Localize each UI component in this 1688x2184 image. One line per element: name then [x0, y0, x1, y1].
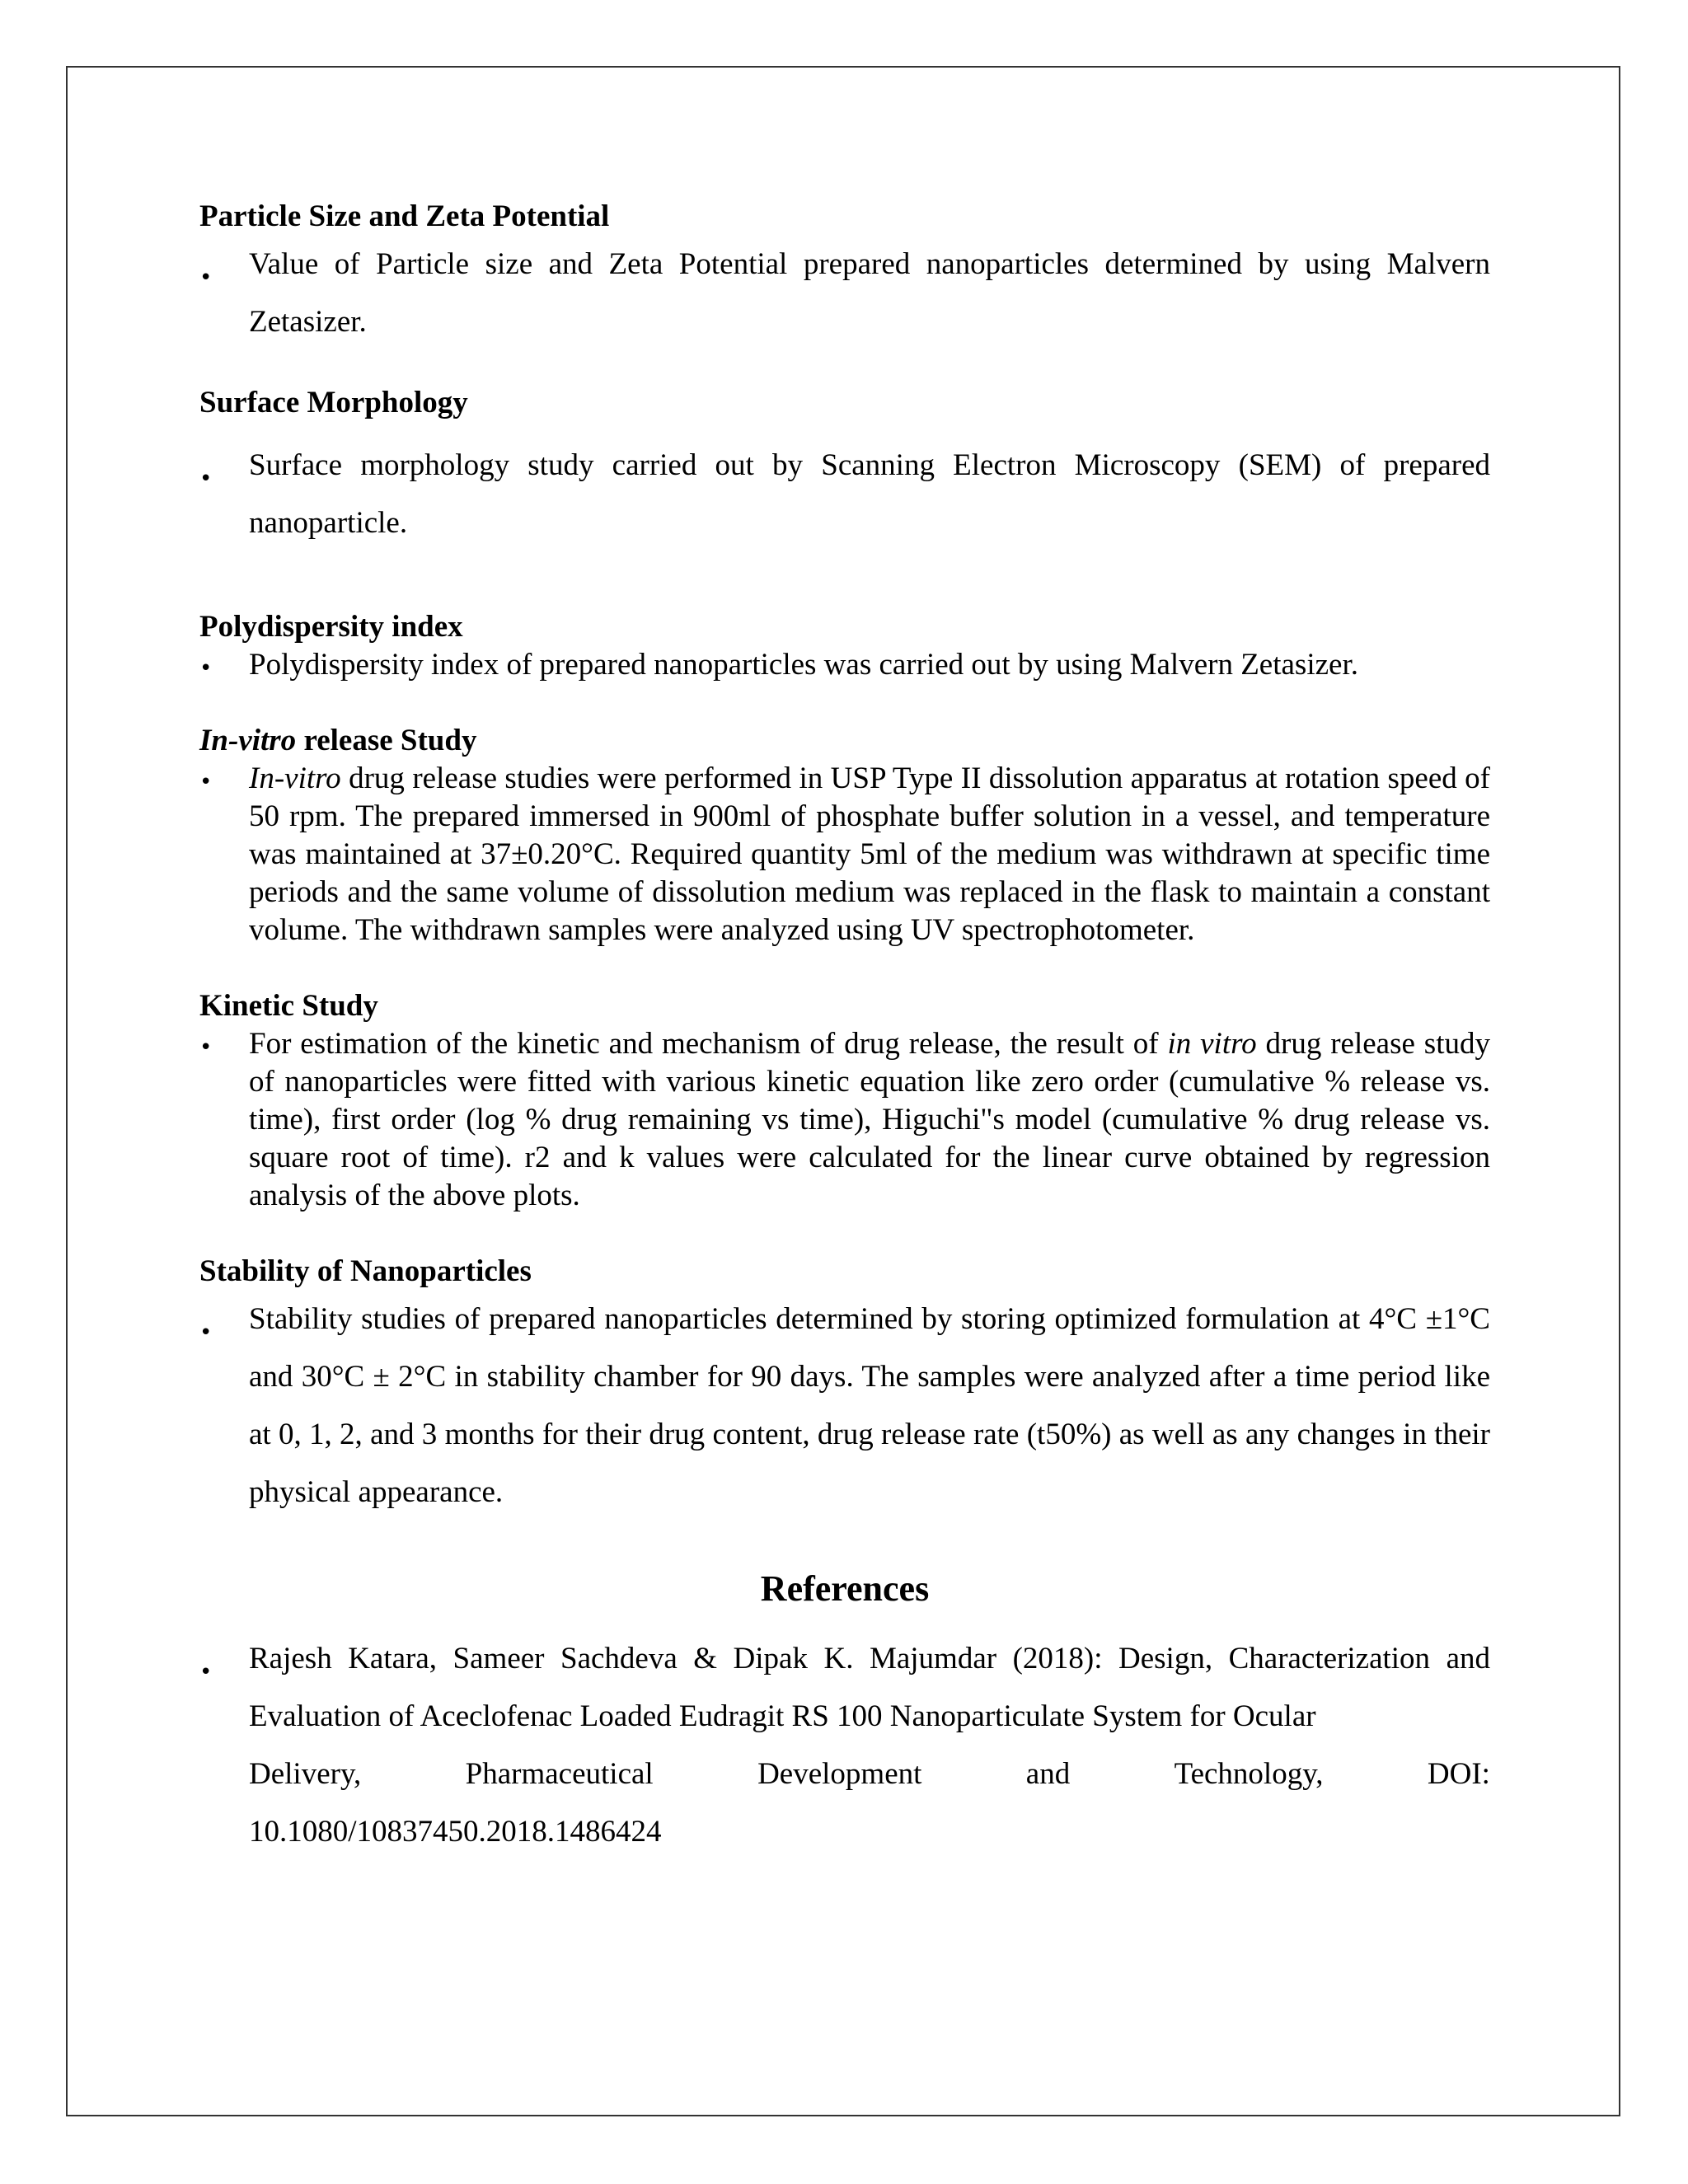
reference-doi: 10.1080/10837450.2018.1486424 [249, 1815, 662, 1849]
reference-word: and [1025, 1757, 1071, 1791]
bullet-icon: • [199, 1660, 213, 1685]
bullet-icon: • [199, 656, 213, 681]
references-title: References [760, 1568, 930, 1609]
bullet-item-stability [199, 1291, 1490, 1521]
bullet-item-surface-morphology [199, 437, 1490, 552]
bullet-icon: • [199, 466, 213, 491]
reference-word: Pharmaceutical [465, 1757, 654, 1791]
section-heading-in-vitro-release [199, 722, 1490, 760]
bullet-icon: • [199, 265, 213, 290]
bullet-icon: • [199, 1035, 213, 1060]
reference-item [199, 1630, 1490, 1861]
bullet-text: Stability studies of prepared nanoparticles determined by storing optimized formulation at 4°C ±1°C and 30°C ± 2°C in stability chamber for 90 days. The samples were analyzed after a time period like at 0, 1, 2, and 3 months for their drug content, drug release rate (t50%) as well as any changes in their physical appearance. [249, 1302, 1490, 1509]
bullet-icon: • [199, 770, 213, 794]
reference-spread-line [249, 1746, 1490, 1803]
bullet-item-particle-size [199, 236, 1490, 351]
heading-rest-part: release Study [296, 724, 477, 757]
section-heading-kinetic-study: Kinetic Study [199, 989, 378, 1023]
bullet-item-in-vitro-release [199, 760, 1490, 949]
reference-word: Delivery, [249, 1757, 362, 1791]
bullet-text: drug release study of nanoparticles were fitted with various kinetic equation like zero order (cumulative % release vs. time), first order (log % drug remaining vs time), Higuchi"s model (cumulative % drug release vs. square root of time). r2 and k values were calculated for the linear curve obtained by regression analysis of the above plots. [249, 1027, 1490, 1212]
reference-word: Technology, [1174, 1757, 1324, 1791]
bullet-text-italic: in vitro [1167, 1027, 1257, 1061]
section-heading-polydispersity: Polydispersity index [199, 610, 463, 644]
document-body [199, 198, 1490, 1861]
reference-word: DOI: [1427, 1757, 1490, 1791]
section-heading-particle-size: Particle Size and Zeta Potential [199, 199, 610, 233]
bullet-icon: • [199, 1320, 213, 1345]
reference-word: Development [757, 1757, 922, 1791]
bullet-text-italic: In-vitro [249, 762, 341, 795]
section-heading-surface-morphology: Surface Morphology [199, 386, 468, 419]
section-heading-stability: Stability of Nanoparticles [199, 1254, 532, 1288]
heading-italic-part: In-vitro [199, 724, 297, 757]
reference-text: Rajesh Katara, Sameer Sachdeva & Dipak K. Majumdar (2018): Design, Characterization and Evaluation of Aceclofenac Loaded Eudragit RS 100 Nanoparticulate System for Ocular [249, 1642, 1490, 1733]
bullet-text: drug release studies were performed in USP Type II dissolution apparatus at rotation speed of 50 rpm. The prepared immersed in 900ml of phosphate buffer solution in a vessel, and temperature was maintained at 37±0.20°C. Required quantity 5ml of the medium was withdrawn at specific time periods and the same volume of dissolution medium was replaced in the flask to maintain a constant volume. The withdrawn samples were analyzed using UV spectrophotometer. [249, 762, 1490, 947]
bullet-text: For estimation of the kinetic and mechanism of drug release, the result of [249, 1027, 1168, 1061]
bullet-text: Polydispersity index of prepared nanoparticles was carried out by using Malvern Zetasizer. [249, 648, 1358, 682]
bullet-text: Surface morphology study carried out by Scanning Electron Microscopy (SEM) of prepared nanoparticle. [249, 448, 1490, 540]
bullet-item-polydispersity [199, 646, 1490, 684]
bullet-item-kinetic-study [199, 1025, 1490, 1215]
bullet-text: Value of Particle size and Zeta Potential prepared nanoparticles determined by using Malvern Zetasizer. [249, 247, 1490, 339]
